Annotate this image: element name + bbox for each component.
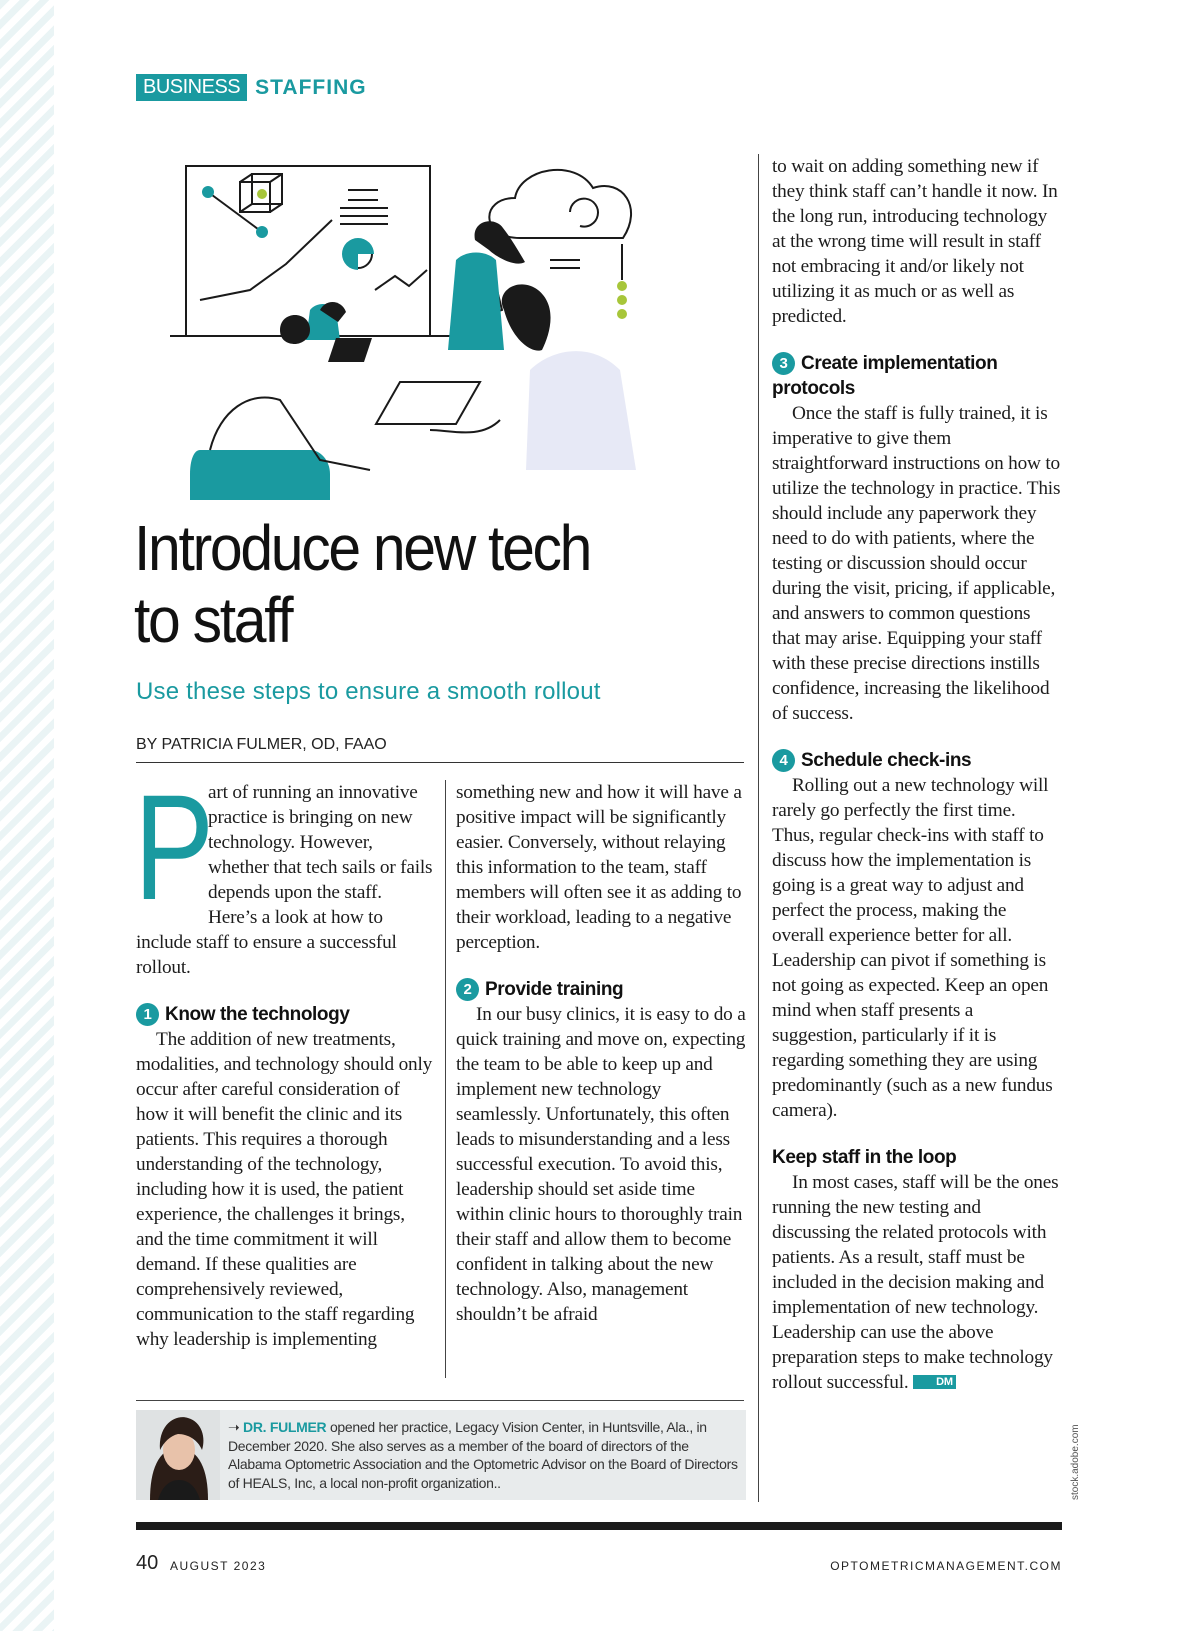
page-number: 40 — [136, 1552, 159, 1574]
author-bio — [136, 1410, 746, 1500]
step-2-heading — [456, 977, 746, 1002]
step-2-heading-text: Provide training — [485, 979, 624, 1000]
team-meeting-illustration — [170, 160, 680, 500]
website-url: OPTOMETRICMANAGEMENT.COM — [830, 1559, 1062, 1573]
column-divider — [445, 780, 446, 1378]
column-1 — [134, 763, 434, 1352]
step-2-body-continued: to wait on adding something new if they think staff can’t handle it now. In the long run, introducing technology at the wrong time will result in staff not embracing it and/or likely not utilizing it as much or as well as predicted. — [772, 156, 1058, 327]
bio-arrow-icon: ➝ — [228, 1419, 240, 1435]
issue-date: AUGUST 2023 — [170, 1559, 267, 1573]
end-mark: DM — [913, 1375, 956, 1389]
bio-description: opened her practice, Legacy Vision Center, in Huntsville, Ala., in December 2020. She also serves as a member of the board of directors of the Alabama Optometric Association and the Optometric Advisor on the Board of Directors of HEALS, Inc, a local non-profit organization.. — [228, 1419, 738, 1491]
footer-bar — [136, 1522, 1062, 1530]
bio-rule — [136, 1400, 744, 1401]
article-title — [134, 512, 686, 656]
article-subtitle: Use these steps to ensure a smooth rollout — [136, 678, 601, 705]
step-2-number-badge: 2 — [456, 978, 479, 1001]
loop-heading: Keep staff in the loop — [772, 1147, 957, 1168]
author-photo — [136, 1410, 220, 1500]
section-tag-business: BUSINESS — [136, 74, 247, 101]
loop-body — [772, 1170, 1062, 1395]
section-tag — [136, 74, 367, 101]
drop-cap: P — [134, 763, 214, 931]
column-2 — [456, 780, 746, 1327]
step-3-heading — [772, 351, 1062, 401]
step-3-heading-text: Create implementation protocols — [772, 353, 998, 399]
step-1-body-continued: something new and how it will have a positive impact will be significantly easier. Conversely, without relaying this information to the team, staff members will often see it as adding to their workload, leading to a negative perception. — [456, 782, 742, 953]
step-4-heading — [772, 748, 1062, 773]
column-divider-right — [758, 154, 759, 1502]
step-4-body: Rolling out a new technology will rarely go perfectly the first time. Thus, regular check-ins with staff to discuss how the implementation is going is a great way to adjust and perfect the process, making the overall experience better for all. Leadership can pivot if something is not going as expected. Keep an open mind when staff presents a suggestion, particularly if it is regarding something they are using predominantly (such as a new fundus camera). — [772, 775, 1053, 1121]
step-1-heading-text: Know the technology — [165, 1004, 350, 1025]
step-4-heading-text: Schedule check-ins — [801, 750, 972, 771]
section-tag-label: STAFFING — [255, 75, 367, 99]
column-3 — [772, 154, 1062, 1395]
step-1-heading — [136, 1002, 434, 1027]
bio-name: DR. FULMER — [243, 1419, 327, 1435]
title-line-1: Introduce new tech — [134, 512, 591, 584]
image-credit: stock.adobe.com — [1070, 1424, 1081, 1500]
step-3-body: Once the staff is fully trained, it is imperative to give them straightforward instructions on how to utilize the technology in practice. This should include any paperwork they need to do with patients, where the testing or discussion should occur during the visit, pricing, if applicable, and answers to common questions that may arise. Equipping your staff with these precise directions instills confidence, increasing the likelihood of success. — [772, 403, 1061, 724]
step-3-number-badge: 3 — [772, 352, 795, 375]
intro-paragraph — [134, 763, 434, 980]
step-2-body: In our busy clinics, it is easy to do a quick training and move on, expecting the team to be able to keep up and implement new technology seamlessly. Unfortunately, this often leads to misunderstanding and a less successful execution. To avoid this, leadership should set aside time within clinic hours to thoroughly train their staff and allow them to become confident in talking about the new technology. Also, management shouldn’t be afraid — [456, 1004, 746, 1325]
loop-body-text: In most cases, staff will be the ones running the new testing and discussing the related protocols with patients. As a result, staff must be included in the decision making and implementation of new technology. Leadership can use the above preparation steps to make technology rollout successful. — [772, 1172, 1059, 1393]
side-stripe-decoration — [0, 0, 54, 1631]
intro-text: art of running an innovative practice is bringing on new technology. However, whether that tech sails or fails depends upon the staff. Here’s a look at how to include staff to ensure a successful rollout. — [136, 782, 433, 978]
step-1-number-badge: 1 — [136, 1003, 159, 1026]
step-1-body: The addition of new treatments, modalities, and technology should only occur after careful consideration of how it will benefit the clinic and its patients. This requires a thorough understanding of the technology, including how it is used, the patient experience, the challenges it brings, and the time commitment it will demand. If these qualities are comprehensively reviewed, communication to the staff regarding why leadership is implementing — [136, 1029, 433, 1350]
bio-text — [228, 1418, 740, 1492]
title-rule — [136, 762, 744, 763]
step-4-number-badge: 4 — [772, 749, 795, 772]
byline: BY PATRICIA FULMER, OD, FAAO — [136, 736, 387, 753]
title-line-2: to staff — [134, 584, 292, 656]
